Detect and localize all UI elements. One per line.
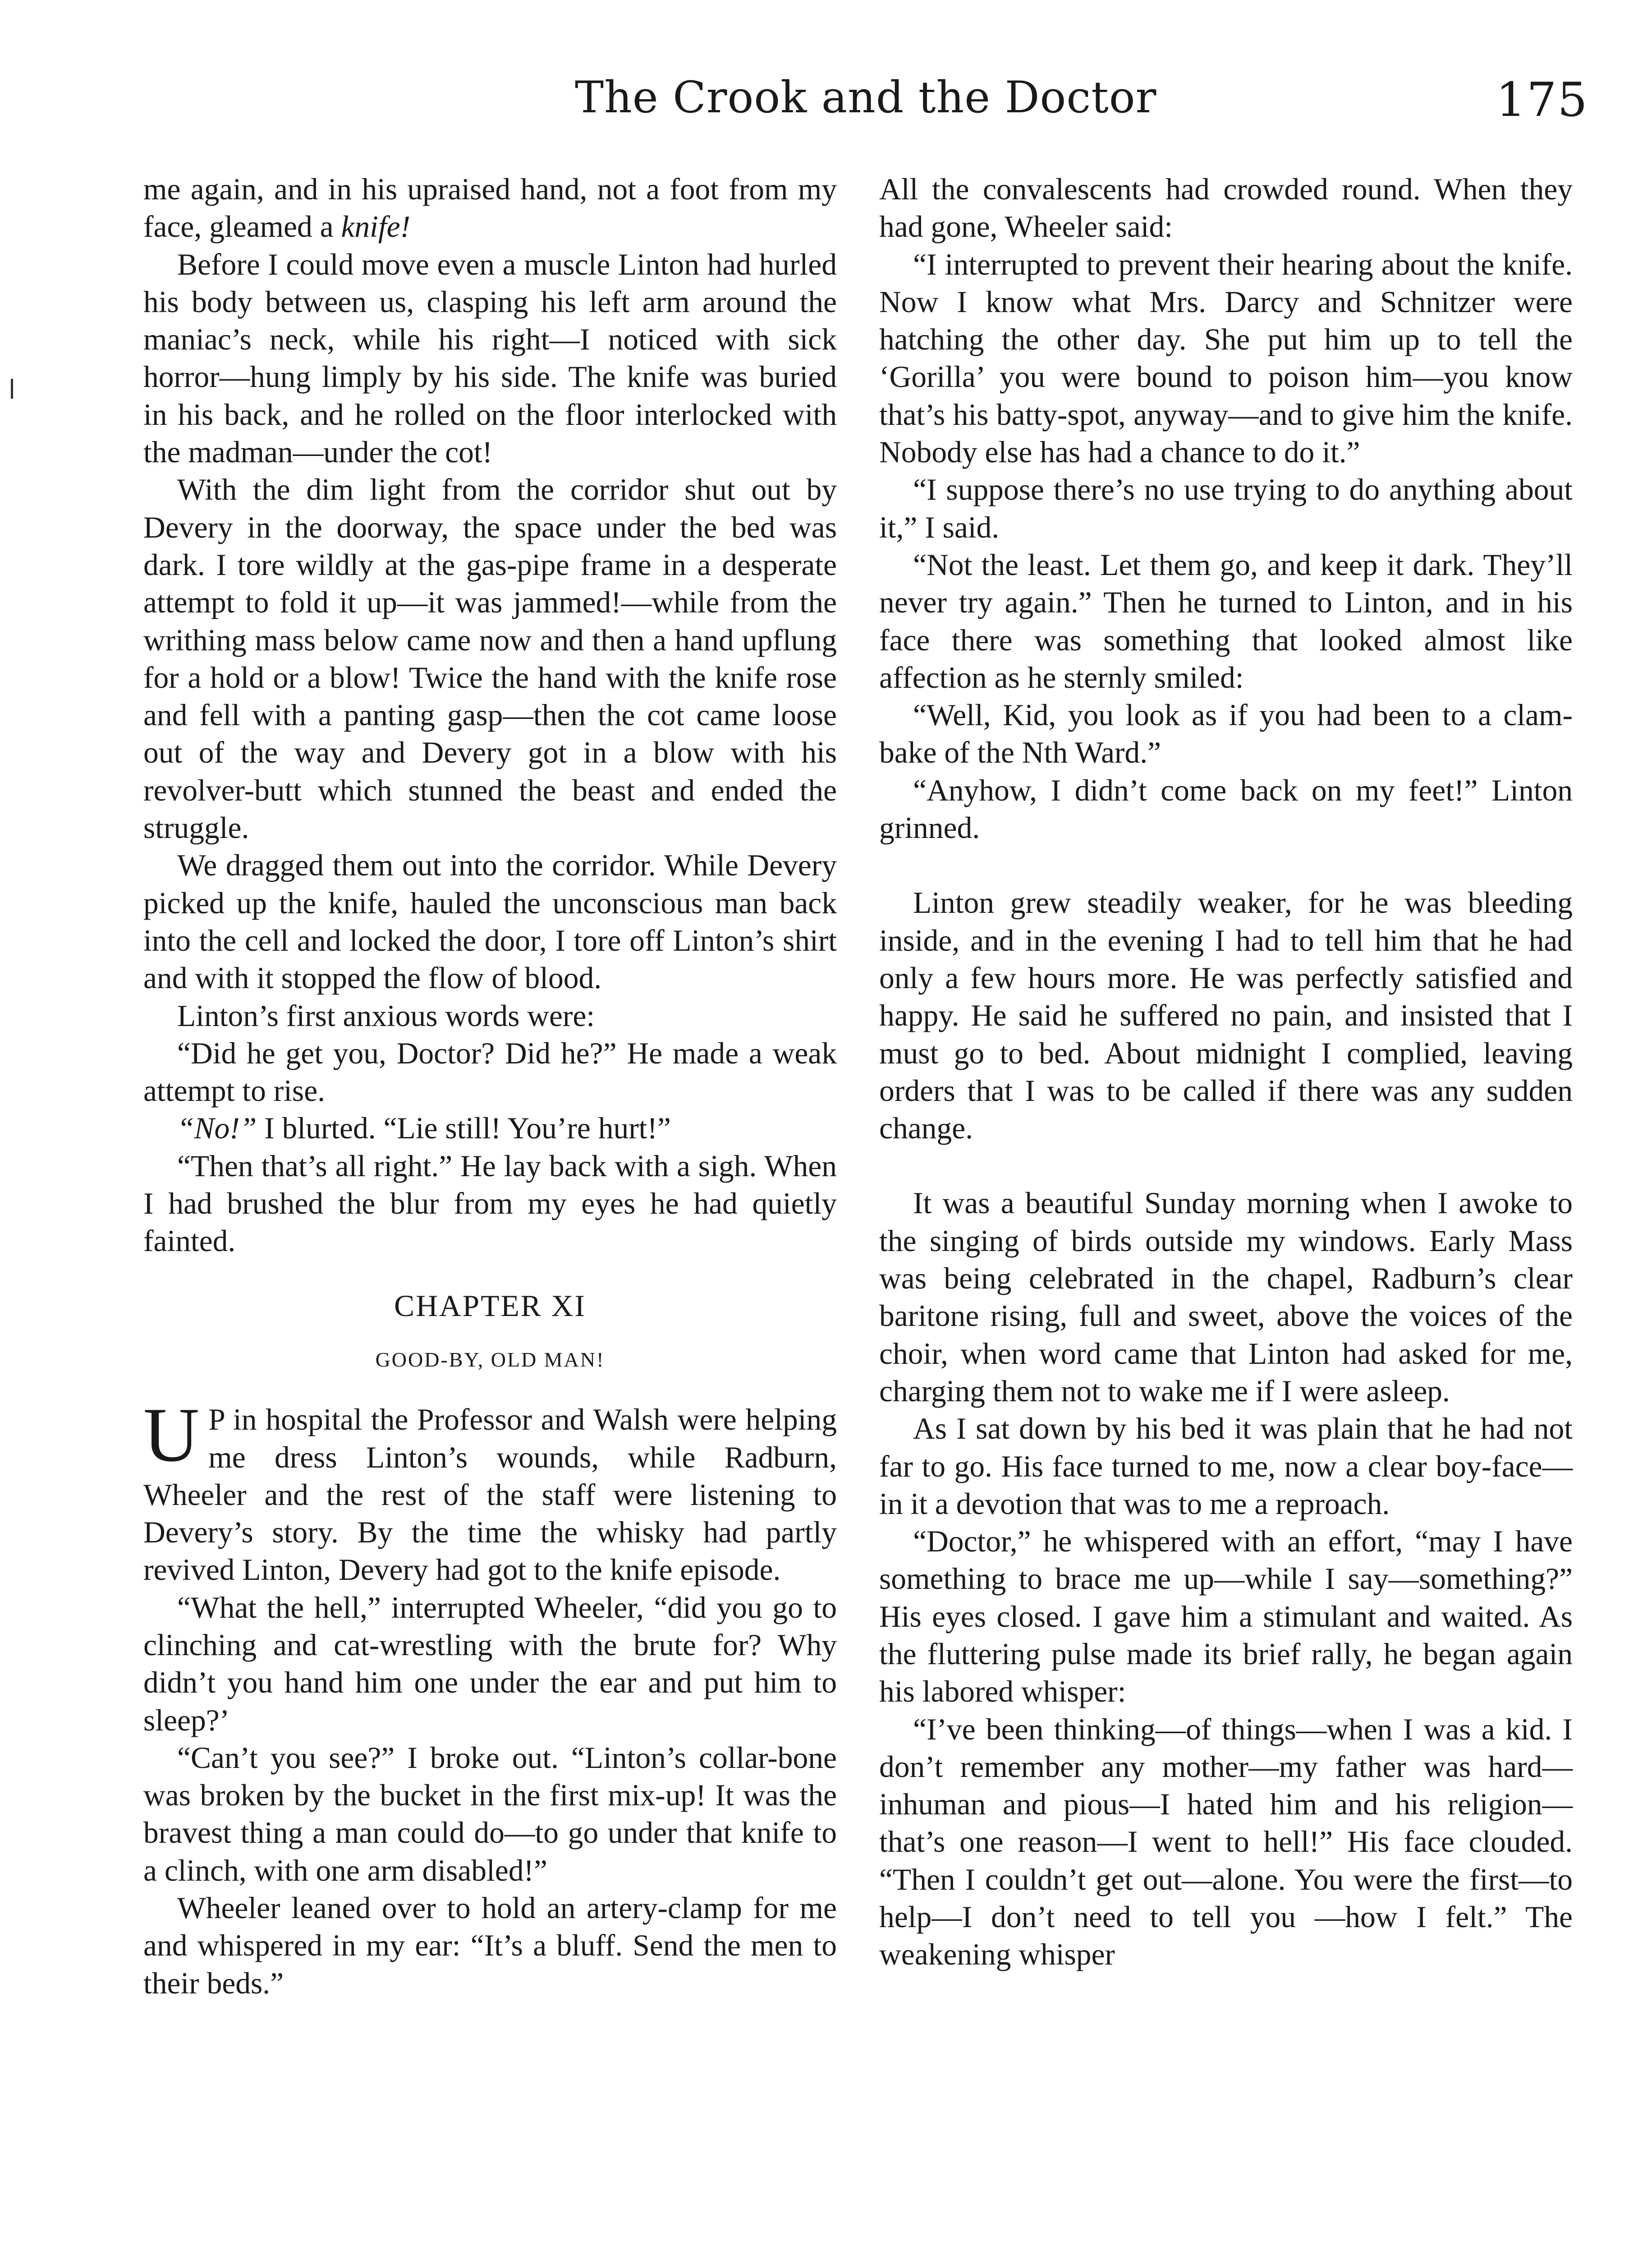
paragraph: “I’ve been thinking—of things—when I was a kid. I don’t remember any mother—my father was hard—inhuman and pious—I hated him and his religion—that’s one reason—I went to hell!” His face clouded. “Then I couldn’t get out—alone. You were the first—to help—I don’t need to tell you —how I felt.” The weakening whisper — [879, 1712, 1573, 1972]
paragraph: Linton grew steadily weaker, for he was bleeding inside, and in the evening I had to tell him that he had only a few hours more. He was perfectly satisfied and happy. He said he suffered no pain, and insisted that I must go to bed. About midnight I complied, leaving orders that I was to be called if there was any sudden change. — [879, 886, 1573, 1146]
section-break — [879, 1147, 1573, 1184]
section-break — [879, 847, 1573, 884]
page-title: The Crook and the Doctor — [575, 72, 1157, 123]
running-header — [0, 68, 1588, 140]
paragraph-text: P in hospital the Professor and Walsh were helping me dress Linton’s wounds, while Radburn, Wheeler and the rest of the staff were listening to Devery’s story. By the time the whisky had partly revived Linton, Devery had got to the knife episode. — [143, 1403, 837, 1587]
paragraph: We dragged them out into the corridor. While Devery picked up the knife, hauled the unconscious man back into the cell and locked the door, I tore off Linton’s shirt and with it stopped the flow of blood. — [143, 848, 837, 995]
paragraph: Before I could move even a muscle Linton had hurled his body between us, clasping his left arm around the maniac’s neck, while his right—I noticed with sick horror—hung limply by his side. The knife was buried in his back, and he rolled on the floor interlocked with the madman—under the cot! — [143, 247, 837, 469]
chapter-subtitle: GOOD-BY, OLD MAN! — [375, 1348, 605, 1371]
paragraph: “Well, Kid, you look as if you had been to a clam-bake of the Nth Ward.” — [879, 698, 1573, 770]
paragraph: “I suppose there’s no use trying to do anything about it,” I said. — [879, 473, 1573, 544]
paragraph: “Doctor,” he whispered with an effort, “may I have something to brace me up—while I say—something?” His eyes closed. I gave him a stimulant and waited. As the fluttering pulse made its brief rally, he began again his labored whisper: — [879, 1524, 1573, 1709]
left-column — [143, 170, 837, 2002]
right-column — [879, 170, 1573, 1974]
page-number: 175 — [1496, 72, 1588, 127]
paragraph: With the dim light from the corridor shut out by Devery in the doorway, the space under the bed was dark. I tore wildly at the gas-pipe frame in a desperate attempt to fold it up—it was jammed!—while from the writhing mass below came now and then a hand upflung for a hold or a blow! Twice the hand with the knife rose and fell with a panting gasp—then the cot came loose out of the way and Devery got in a blow with his revolver-butt which stunned the beast and ended the struggle. — [143, 473, 837, 845]
margin-mark — [11, 379, 13, 399]
emphasis-text: “No!” — [177, 1111, 257, 1146]
paragraph: All the convalescents had crowded round. When they had gone, Wheeler said: — [879, 172, 1573, 244]
paragraph: “What the hell,” interrupted Wheeler, “did you go to clinching and cat-wrestling with the brute for? Why didn’t you hand him one under the ear and put him to sleep?’ — [143, 1590, 837, 1737]
paragraph: “Did he get you, Doctor? Did he?” He made a weak attempt to rise. — [143, 1036, 837, 1108]
paragraph: “Not the least. Let them go, and keep it dark. They’ll never try again.” Then he turned to Linton, and in his face there was something that looked almost like affection as he sternly smiled: — [879, 548, 1573, 695]
chapter-title: CHAPTER XI — [394, 1289, 586, 1323]
paragraph: “Anyhow, I didn’t come back on my feet!” Linton grinned. — [879, 773, 1573, 845]
paragraph — [143, 1392, 837, 1588]
emphasis-text: knife! — [341, 210, 411, 244]
paragraph — [143, 170, 837, 246]
paragraph: As I sat down by his bed it was plain that he had not far to go. His face turned to me, now a clear boy-face—in it a devotion that was to me a reproach. — [879, 1412, 1573, 1521]
paragraph: “Then that’s all right.” He lay back with a sigh. When I had brushed the blur from my eyes he had quietly fainted. — [143, 1149, 837, 1258]
paragraph-text: me again, and in his upraised hand, not a foot from my face, gleamed a — [143, 172, 837, 244]
paragraph: “Can’t you see?” I broke out. “Linton’s collar-bone was broken by the bucket in the first mix-up! It was the bravest thing a man could do—to go under that knife to a clinch, with one arm disabled!” — [143, 1740, 837, 1887]
paragraph: Wheeler leaned over to hold an artery-clamp for me and whispered in my ear: “It’s a bluff. Send the men to their beds.” — [143, 1891, 837, 2000]
paragraph — [143, 1109, 837, 1147]
paragraph: It was a beautiful Sunday morning when I awoke to the singing of birds outside my windows. Early Mass was being celebrated in the chapel, Radburn’s clear baritone rising, full and sweet, above the voices of the choir, when word came that Linton had asked for me, charging them not to wake me if I were asleep. — [879, 1186, 1573, 1408]
paragraph: Linton’s first anxious words were: — [177, 999, 595, 1033]
drop-cap: U — [143, 1392, 200, 1478]
paragraph-text: I blurted. “Lie still! You’re hurt!” — [257, 1111, 671, 1146]
paragraph: “I interrupted to prevent their hearing about the knife. Now I know what Mrs. Darcy and Schnitzer were hatching the other day. She put him up to tell the ‘Gorilla’ you were bound to poison him—you know that’s his batty-spot, anyway—and to give him the knife. Nobody else has had a chance to do it.” — [879, 247, 1573, 469]
